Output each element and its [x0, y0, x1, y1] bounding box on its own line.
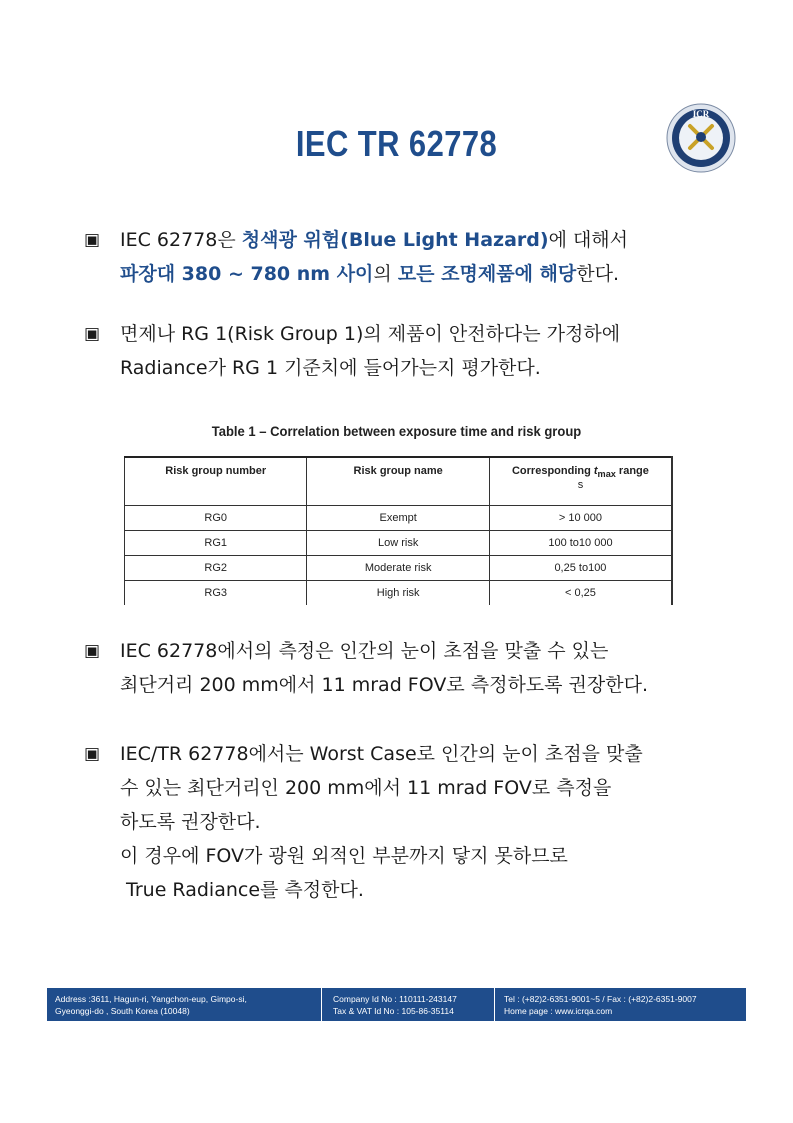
table-cell: Exempt	[307, 506, 489, 531]
paragraph-line: True Radiance를 측정한다.	[120, 879, 364, 901]
footer-address: Address :3611, Hagun-ri, Yangchon-eup, Gimpo-si, Gyeonggi-do , South Korea (10048)	[55, 994, 247, 1016]
paragraph-line: 최단거리 200 mm에서 11 mrad FOV로 측정하도록 권장한다.	[120, 674, 649, 696]
paragraph-line: IEC/TR 62778에서는 Worst Case로 인간의 눈이 초점을 맞출	[120, 743, 643, 765]
paragraph-line: 하도록 권장한다.	[120, 811, 261, 833]
logo-text: ICR	[692, 109, 710, 119]
footer-contact: Tel : (+82)2-6351-9001~5 / Fax : (+82)2-6351-9007 Home page : www.icrqa.com	[504, 994, 697, 1016]
table-cell: Moderate risk	[307, 556, 489, 581]
paragraph-1	[84, 223, 628, 291]
paragraph-line: 수 있는 최단거리인 200 mm에서 11 mrad FOV로 측정을	[120, 777, 612, 799]
paragraph-line: 면제나 RG 1(Risk Group 1)의 제품이 안전하다는 가정하에	[120, 323, 621, 345]
table-header: Risk group number	[125, 457, 307, 506]
bullet-icon: ▣	[84, 641, 101, 661]
paragraph-line: Radiance가 RG 1 기준치에 들어가는지 평가한다.	[120, 357, 541, 379]
footer-divider	[494, 988, 495, 1021]
table-cell: < 0,25	[489, 581, 672, 606]
bullet-icon: ▣	[84, 744, 101, 764]
paragraph-3	[84, 634, 648, 702]
paragraph-4	[84, 737, 643, 907]
paragraph-line: 파장대 380 ~ 780 nm 사이의 모든 조명제품에 해당한다.	[120, 263, 619, 285]
table-cell: RG2	[125, 556, 307, 581]
table-caption: Table 1 – Correlation between exposure time and risk group	[211, 423, 582, 439]
table-row	[125, 556, 673, 581]
table-cell: RG3	[125, 581, 307, 606]
icr-logo	[666, 103, 736, 173]
table-cell: RG1	[125, 531, 307, 556]
table-row	[125, 531, 673, 556]
page-title: IEC TR 62778	[295, 123, 498, 164]
footer-bar	[47, 988, 746, 1021]
table-header-row	[125, 457, 673, 506]
paragraph-line: IEC 62778은 청색광 위험(Blue Light Hazard)에 대해서	[120, 229, 629, 251]
table-cell: High risk	[307, 581, 489, 606]
bullet-icon: ▣	[84, 230, 101, 250]
paragraph-2	[84, 317, 620, 385]
footer-company: Company Id No : 110111-243147 Tax & VAT Id No : 105-86-35114	[333, 994, 457, 1016]
paragraph-line: 이 경우에 FOV가 광원 외적인 부분까지 닿지 못하므로	[120, 845, 568, 867]
table-row	[125, 506, 673, 531]
table-cell: 100 to10 000	[489, 531, 672, 556]
table-cell: 0,25 to100	[489, 556, 672, 581]
bullet-icon: ▣	[84, 324, 101, 344]
table-cell: > 10 000	[489, 506, 672, 531]
footer-divider	[321, 988, 322, 1021]
risk-group-table	[124, 456, 673, 605]
table-header: Corresponding $t_{max}$ range s	[489, 457, 672, 506]
table-header: Risk group name	[307, 457, 489, 506]
table-cell: Low risk	[307, 531, 489, 556]
table-cell: RG0	[125, 506, 307, 531]
table-row	[125, 581, 673, 606]
paragraph-line: IEC 62778에서의 측정은 인간의 눈이 초점을 맞출 수 있는	[120, 640, 609, 662]
